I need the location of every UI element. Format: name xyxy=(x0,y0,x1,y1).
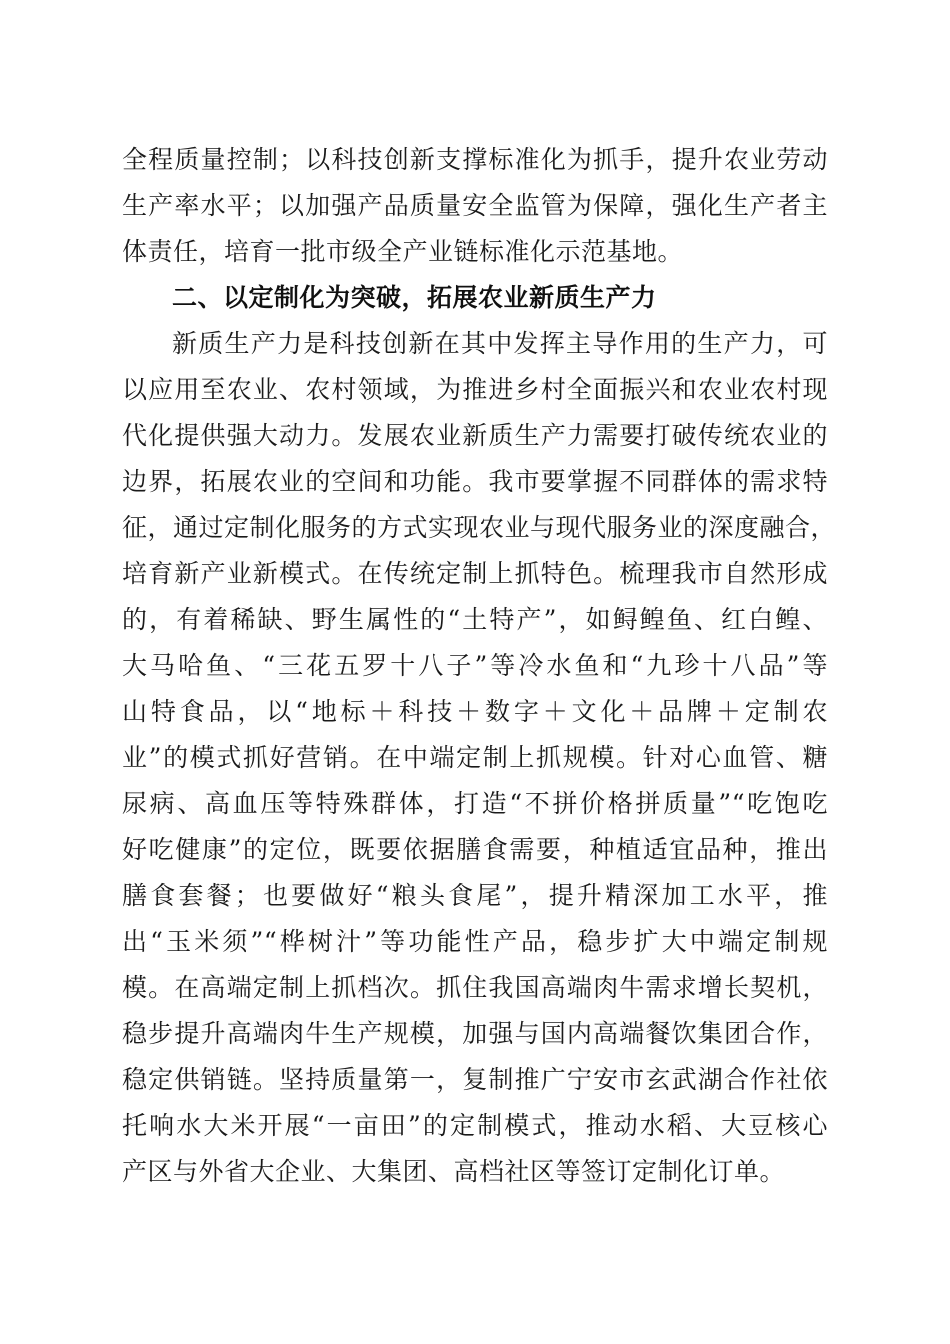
body-line-3: 代化提供强大动力。发展农业新质生产力需要打破传统农业的 xyxy=(122,421,828,450)
body-line-13: 膳食套餐；也要做好“粮头食尾”，提升精深加工水平，推 xyxy=(122,881,828,910)
section-heading: 二、以定制化为突破，拓展农业新质生产力 xyxy=(172,283,657,312)
intro-line-3: 体责任，培育一批市级全产业链标准化示范基地。 xyxy=(122,237,684,266)
body-line-16: 稳步提升高端肉牛生产规模，加强与国内高端餐饮集团合作， xyxy=(122,1019,828,1048)
body-line-4: 边界，拓展农业的空间和功能。我市要掌握不同群体的需求特 xyxy=(122,467,828,496)
body-line-1: 新质生产力是科技创新在其中发挥主导作用的生产力，可 xyxy=(172,329,828,358)
body-line-15: 模。在高端定制上抓档次。抓住我国高端肉牛需求增长契机， xyxy=(122,973,828,1002)
body-line-10: 业”的模式抓好营销。在中端定制上抓规模。针对心血管、糖 xyxy=(122,743,828,772)
body-line-8: 大马哈鱼、“三花五罗十八子”等冷水鱼和“九珍十八品”等 xyxy=(122,651,828,680)
body-line-12: 好吃健康”的定位，既要依据膳食需要，种植适宜品种，推出 xyxy=(122,835,828,864)
body-line-11: 尿病、高血压等特殊群体，打造“不拼价格拼质量”“吃饱吃 xyxy=(122,789,828,818)
body-line-14: 出“玉米须”“桦树汁”等功能性产品，稳步扩大中端定制规 xyxy=(122,927,828,956)
intro-line-1: 全程质量控制；以科技创新支撑标准化为抓手，提升农业劳动 xyxy=(122,145,828,174)
body-line-17: 稳定供销链。坚持质量第一，复制推广宁安市玄武湖合作社依 xyxy=(122,1065,828,1094)
intro-line-2: 生产率水平；以加强产品质量安全监管为保障，强化生产者主 xyxy=(122,191,828,220)
body-line-18: 托响水大米开展“一亩田”的定制模式，推动水稻、大豆核心 xyxy=(122,1111,828,1140)
body-line-2: 以应用至农业、农村领域，为推进乡村全面振兴和农业农村现 xyxy=(122,375,828,404)
body-line-7: 的，有着稀缺、野生属性的“土特产”，如鲟鳇鱼、红白鳇、 xyxy=(122,605,828,634)
body-line-5: 征，通过定制化服务的方式实现农业与现代服务业的深度融合， xyxy=(122,513,837,542)
body-line-9: 山特食品，以“地标＋科技＋数字＋文化＋品牌＋定制农 xyxy=(122,697,828,726)
body-line-19: 产区与外省大企业、大集团、高档社区等签订定制化订单。 xyxy=(122,1157,786,1186)
body-line-6: 培育新产业新模式。在传统定制上抓特色。梳理我市自然形成 xyxy=(122,559,828,588)
